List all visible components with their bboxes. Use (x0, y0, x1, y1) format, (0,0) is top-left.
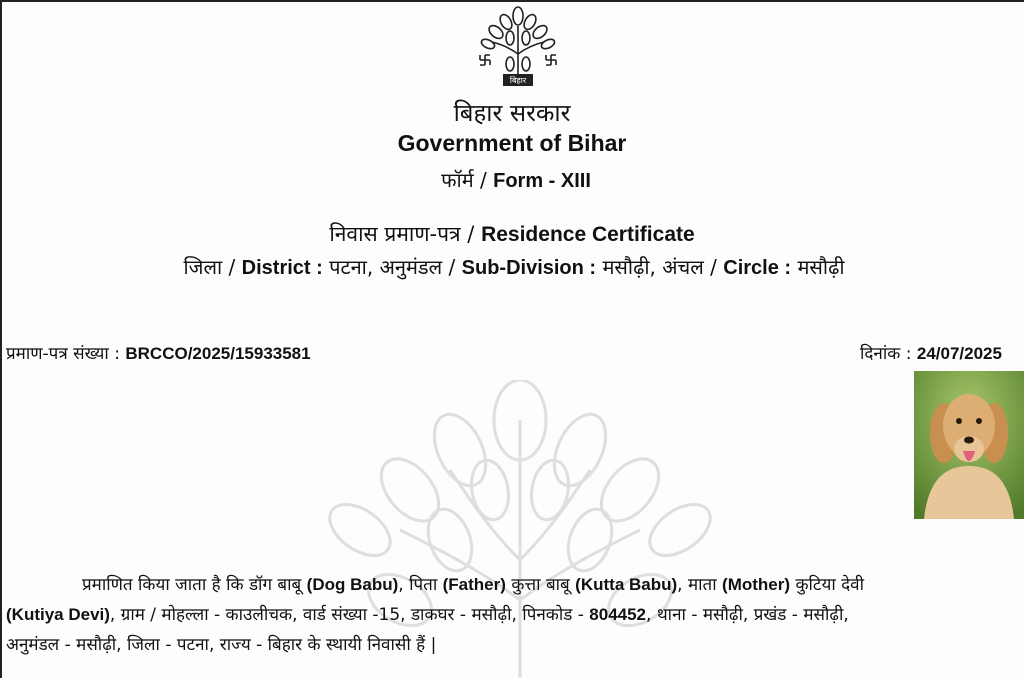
certificate-body (6, 570, 1024, 660)
applicant-photo (914, 371, 1024, 519)
issue-date (860, 341, 1002, 364)
circle-label: Circle : (723, 257, 792, 279)
title-hindi: बिहार सरकार (453, 99, 571, 127)
cert-type-hindi: निवास प्रमाण-पत्र / (329, 222, 475, 246)
circle-value: मसौढ़ी (797, 255, 845, 279)
subdivision-value: मसौढ़ी, अंचल / (602, 255, 717, 279)
issue-date-value: 24/07/2025 (916, 344, 1002, 363)
issue-date-label: दिनांक : (860, 344, 912, 364)
subdivision-label: Sub-Division : (461, 257, 597, 279)
cert-type-english: Residence Certificate (481, 223, 695, 246)
body-line-3: अनुमंडल - मसौढ़ी, जिला - पटना, राज्य - बिहार के स्थायी निवासी हैं | (6, 635, 437, 655)
form-label-english: Form - XIII (493, 170, 591, 192)
body-line-1: प्रमाणित किया जाता है कि डॉग बाबू (Dog Babu), पिता (Father) कुत्ता बाबू (Kutta Babu), माता (Mother) कुटिया देवी (82, 575, 865, 595)
certificate-number-label: प्रमाण-पत्र संख्या : (6, 344, 120, 364)
certificate-number-value: BRCCO/2025/15933581 (125, 344, 311, 363)
body-line-2: (Kutiya Devi), ग्राम / मोहल्ला - काउलीचक, वार्ड संख्या -15, डाकघर - मसौढ़ी, पिनकोड - 804452, थाना - मसौढ़ी, प्रखंड - मसौढ़ी, (6, 605, 849, 625)
page-border-top (0, 0, 1024, 2)
district-label-hindi: जिला / (183, 255, 236, 279)
form-label-hindi: फॉर्म / (441, 168, 487, 192)
form-number (4, 166, 1024, 193)
district-value: पटना, अनुमंडल / (329, 255, 456, 279)
title-government: Government of Bihar (397, 130, 627, 156)
bihar-emblem-logo (470, 4, 566, 92)
certificate-number (6, 341, 311, 364)
jurisdiction-line (2, 253, 1024, 280)
certificate-type (0, 220, 1024, 248)
district-label: District : (241, 257, 323, 279)
emblem-label: बिहार (509, 76, 527, 85)
